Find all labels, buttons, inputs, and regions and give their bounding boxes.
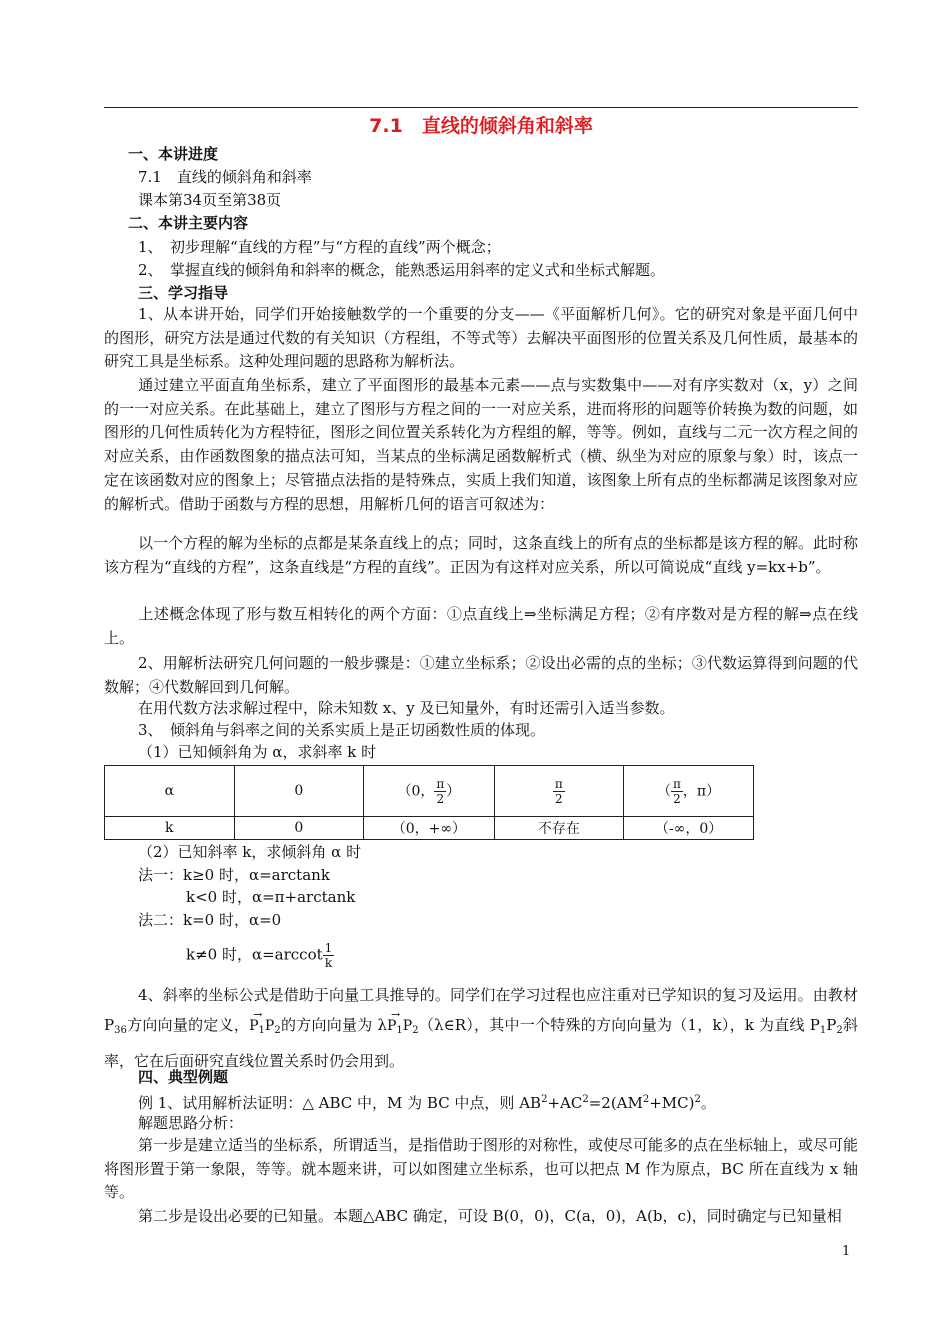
section-4-heading: 四、典型例题 <box>138 1068 229 1086</box>
section-3-heading: 三、学习指导 <box>138 284 229 302</box>
paragraph-4 <box>104 603 858 650</box>
method-2-line-1: 法二：k=0 时，α=0 <box>138 911 282 929</box>
fraction-numerator: 1 <box>324 941 333 955</box>
table-cell: 不存在 <box>494 817 624 840</box>
fraction-numerator: π <box>554 776 563 791</box>
fraction-denominator: 2 <box>673 791 681 806</box>
paragraph-9 <box>104 980 858 1076</box>
vector-letter: P <box>249 1018 259 1034</box>
page-number: 1 <box>842 1244 851 1259</box>
example-text: +MC) <box>649 1094 695 1112</box>
table-cell: （0，+∞） <box>364 817 494 840</box>
paragraph-11-text: 第二步是设出必要的已知量。本题△ABC 确定，可设 B(0，0)，C(a，0)，A(b，c)，同时确定与已知量相 <box>138 1207 842 1225</box>
paragraph-9-text: 斜率，它在后面研究直线位置关系时仍会用到。 <box>104 1016 858 1070</box>
table-cell-text: （0， <box>397 783 435 799</box>
method-2-line-2 <box>186 941 334 970</box>
example-1-statement <box>138 1089 716 1114</box>
page-title: 7.1 直线的倾斜角和斜率 <box>369 115 593 137</box>
table-cell: α <box>105 766 235 817</box>
pi-over-2-fraction <box>434 777 446 806</box>
one-over-k-fraction <box>323 941 335 970</box>
paragraph-7: 3、 倾斜角与斜率之间的关系实质上是正切函数性质的体现。 <box>138 721 546 739</box>
vector-subscript: 1 <box>258 1025 265 1036</box>
fraction-denominator: 2 <box>436 791 445 806</box>
table-cell: 0 <box>234 817 364 840</box>
section-2-heading: 二、本讲主要内容 <box>128 214 249 232</box>
paragraph-8: （1）已知倾斜角为 α，求斜率 k 时 <box>138 743 377 761</box>
paragraph-9-text: （λ∈R），其中一个特殊的方向向量为（1，k），k 为直线 P <box>418 1016 820 1034</box>
paragraph-11 <box>104 1205 858 1229</box>
paragraph-3 <box>104 532 858 579</box>
method-1-line-1: 法一：k≥0 时，α=arctank <box>138 866 330 884</box>
table-cell <box>494 766 624 817</box>
example-1-analysis-label: 解题思路分析： <box>138 1114 244 1132</box>
paragraph-10-text: 第一步是建立适当的坐标系，所谓适当，是指借助于图形的对称性，或使尽可能多的点在坐标轴上，或尽可能将图形置于第一象限，等等。就本题来讲，可以如图建立坐标系，也可以把点 M 作为原点，BC 所在直线为 x 轴等。 <box>104 1136 859 1202</box>
vector-p1p2 <box>249 1011 281 1046</box>
superscript: 2 <box>642 1094 650 1105</box>
method-2-text: k≠0 时，α=arccot <box>186 945 323 964</box>
paragraph-1-text: 1、从本讲开始，同学们开始接触数学的一个重要的分支——《平面解析几何》。它的研究对象是平面几何中的图形，研究方法是通过代数的有关知识（方程组，不等式等）去解决平面图形的位置关系及几何性质，最基本的研究工具是坐标系。这种处理问题的思路称为解析法。 <box>104 305 858 371</box>
superscript: 2 <box>694 1094 701 1105</box>
table-cell: （-∞，0） <box>624 817 754 840</box>
paragraph-10 <box>104 1134 858 1205</box>
vector-subscript: 1 <box>396 1025 403 1036</box>
section-1-line-2: 课本第34页至第38页 <box>138 191 282 209</box>
superscript: 2 <box>541 1094 548 1105</box>
example-text: =2(AM <box>588 1094 643 1112</box>
paragraph-3-text: 以一个方程的解为坐标的点都是某条直线上的点；同时，这条直线上的所有点的坐标都是该方程的解。此时称该方程为“直线的方程”，这条直线是“方程的直线”。正因为有这样对应关系，所以可简说成“直线 y=kx+b”。 <box>104 534 859 576</box>
superscript: 2 <box>582 1094 589 1105</box>
paragraph-4-text: 上述概念体现了形与数互相转化的两个方面：①点直线上⇒坐标满足方程；②有序数对是方程的解⇒点在线上。 <box>104 605 858 647</box>
vector-subscript: 2 <box>412 1025 419 1036</box>
method-1-line-2: k<0 时，α=π+arctank <box>186 888 356 906</box>
section-1-line-1: 7.1 直线的倾斜角和斜率 <box>138 168 312 186</box>
header-rule <box>104 107 858 108</box>
vector-letter: P <box>402 1018 413 1034</box>
table-cell-text: （ <box>657 783 672 799</box>
paragraph-9-text: 方向向量的定义， <box>126 1016 250 1034</box>
example-text: 。 <box>700 1094 716 1112</box>
paragraph-9-text: P <box>826 1016 837 1034</box>
pi-over-2-fraction <box>553 777 565 806</box>
example-text: 例 1、试用解析法证明：△ ABC 中，M 为 BC 中点，则 AB <box>138 1094 542 1112</box>
paragraph-1 <box>104 303 858 374</box>
paragraph-6: 在用代数方法求解过程中，除未知数 x、y 及已知量外，有时还需引入适当参数。 <box>138 699 675 717</box>
paragraph-9-text: 4、斜率的坐标公式是借助于向量工具推导的。同学们在学习过程也应注重对已学知识的复习及运用。由教材 P <box>104 986 858 1034</box>
table-cell <box>364 766 494 817</box>
vector-letter: P <box>264 1018 275 1034</box>
table-cell: 0 <box>234 766 364 817</box>
section-1-heading: 一、本讲进度 <box>128 145 219 163</box>
paragraph-5-text: 2、用解析法研究几何问题的一般步骤是：①建立坐标系；②设出必需的点的坐标；③代数运算得到问题的代数解；④代数解回到几何解。 <box>104 654 858 696</box>
line-subscript: 1 <box>819 1025 827 1036</box>
table-cell-text: ） <box>446 783 461 799</box>
paragraph-2 <box>104 374 858 516</box>
page-ref-subscript: 36 <box>114 1025 127 1036</box>
vector-letter: P <box>386 1018 397 1034</box>
pi-over-2-fraction <box>671 777 683 806</box>
table-cell-text: ，π） <box>682 783 721 799</box>
method-intro: （2）已知斜率 k，求倾斜角 α 时 <box>138 843 362 861</box>
vector-p1p2 <box>387 1011 419 1046</box>
fraction-numerator: π <box>673 776 681 791</box>
paragraph-5 <box>104 652 858 699</box>
section-2-item-2: 2、 掌握直线的倾斜角和斜率的概念，能熟悉运用斜率的定义式和坐标式解题。 <box>138 261 666 279</box>
line-subscript: 2 <box>836 1025 843 1036</box>
paragraph-2-text: 通过建立平面直角坐标系，建立了平面图形的最基本元素——点与实数集中——对有序实数对（x，y）之间的一一对应关系。在此基础上，建立了图形与方程之间的一一对应关系，进而将形的问题等价转换为数的问题，如图形的几何性质转化为方程特征，图形之间位置关系转化为方程组的解，等等。例如，直线与二元一次方程之间的对应关系，由作函数图象的描点法可知，当某点的坐标满足函数解析式（横、纵坐为对应的原象与象）时，该点一定在该函数对应的图象上；尽管描点法指的是特殊点，实质上我们知道，该图象上所有点的坐标都满足该图象对应的解析式。借助于函数与方程的思想，用解析几何的语言可叙述为： <box>104 376 858 513</box>
angle-slope-table <box>104 765 754 840</box>
fraction-denominator: k <box>324 956 333 970</box>
fraction-numerator: π <box>436 776 445 791</box>
table-row <box>105 766 754 817</box>
fraction-denominator: 2 <box>555 791 563 806</box>
table-cell: k <box>105 817 235 840</box>
table-row <box>105 817 754 840</box>
example-text: +AC <box>547 1094 583 1112</box>
table-cell <box>624 766 754 817</box>
vector-subscript: 2 <box>274 1025 281 1036</box>
section-2-item-1: 1、 初步理解“直线的方程”与“方程的直线”两个概念； <box>138 238 501 256</box>
paragraph-9-text: 的方向向量为 λ <box>280 1016 387 1034</box>
